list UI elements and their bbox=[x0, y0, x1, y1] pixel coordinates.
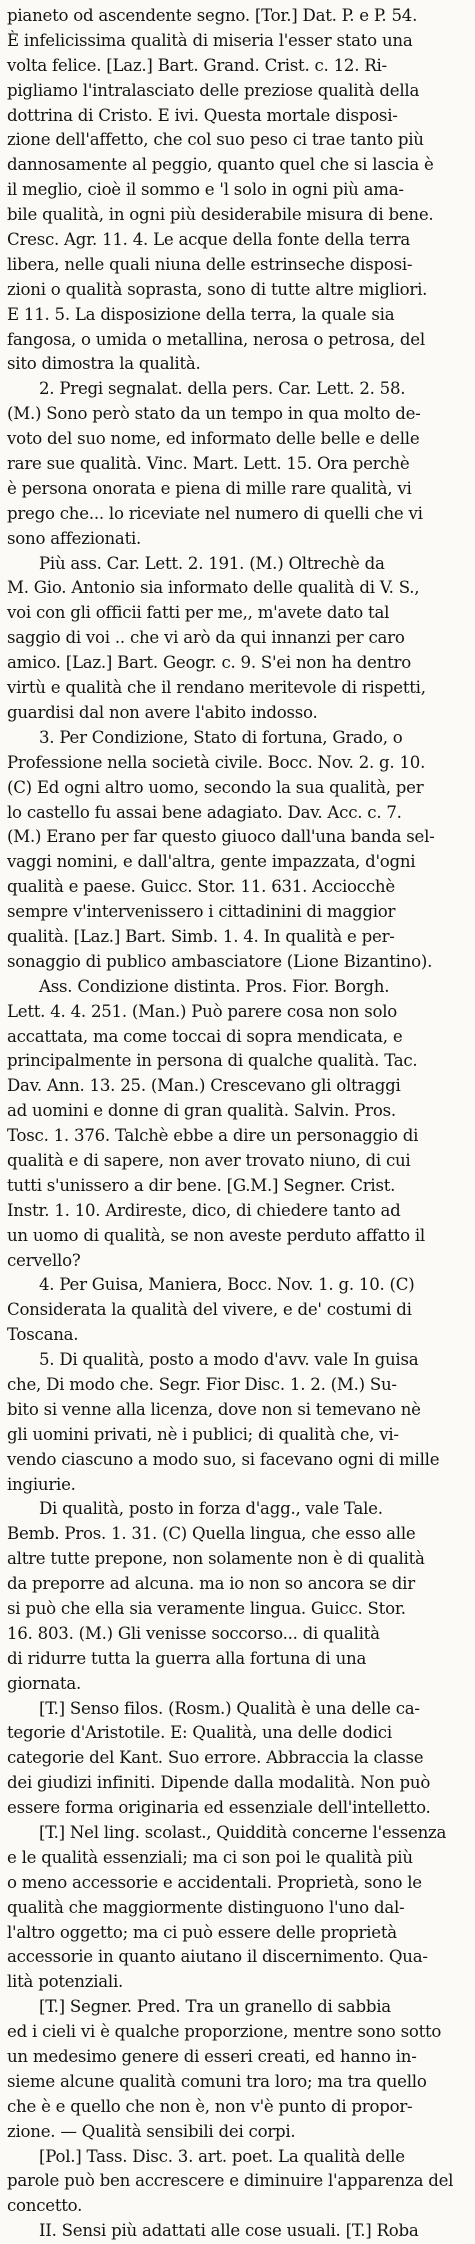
text-line: si può che ella sia veramente lingua. Guicc. Stor. bbox=[7, 1599, 406, 1618]
text-line: e le qualità essenziali; ma ci son poi le qualità più bbox=[7, 1847, 413, 1867]
text-line: qualità e di sapere, non aver trovato niuno, di cui bbox=[7, 1150, 411, 1170]
text-line: Dav. Ann. 13. 25. (Man.) Crescevano gli oltraggi bbox=[7, 1076, 401, 1096]
text-line: zione. — Qualità sensibili dei corpi. bbox=[7, 2121, 296, 2141]
text-line: giornata. bbox=[7, 1673, 82, 1693]
text-line: M. Gio. Antonio sia informato delle qualità di V. S., bbox=[7, 578, 420, 598]
text-line: ad uomini e donne di gran qualità. Salvin. Pros. bbox=[7, 1101, 396, 1121]
text-line: lo castello fu assai bene adagiato. Dav. Acc. c. 7. bbox=[7, 802, 402, 822]
text-line: che è e quello che non è, non v'è punto di propor- bbox=[7, 2096, 413, 2116]
text-line: saggio di voi .. che vi arò da qui innanzi per caro bbox=[7, 628, 405, 648]
text-line: altre tutte prepone, non solamente non è di qualità bbox=[7, 1549, 425, 1569]
text-line: tutti s'unissero a dir bene. [G.M.] Segner. Crist. bbox=[7, 1175, 396, 1195]
text-line: lità potenziali. bbox=[7, 1972, 124, 1992]
text-line: dei giudizi infiniti. Dipende dalla modalità. Non può bbox=[7, 1773, 431, 1793]
text-line: di ridurre tutta la guerra alla fortuna di una bbox=[7, 1648, 367, 1668]
text-line: tegorie d'Aristotile. E: Qualità, una delle dodici bbox=[7, 1723, 392, 1743]
text-line: (M.) Sono però stato da un tempo in qua molto de- bbox=[7, 404, 421, 424]
text-line: Professione nella società civile. Bocc. Nov. 2. g. 10. bbox=[7, 752, 426, 772]
text-line: l'altro oggetto; ma ci può essere delle proprietà bbox=[7, 1922, 397, 1942]
text-line: [T.] Senso filos. (Rosm.) Qualità è una delle ca- bbox=[39, 1698, 420, 1718]
text-line: accessorie in quanto aiutano il discernimento. Qua- bbox=[7, 1947, 428, 1967]
text-line: rare sue qualità. Vinc. Mart. Lett. 15. Ora perchè bbox=[7, 454, 410, 474]
text-line: o meno accessorie e accidentali. Proprietà, sono le bbox=[7, 1872, 422, 1892]
text-line: Ass. Condizione distinta. Pros. Fior. Borgh. bbox=[39, 976, 390, 996]
text-line: dottrina di Cristo. E ivi. Questa mortale disposi- bbox=[7, 105, 398, 125]
text-line: è persona onorata e piena di mille rare qualità, vi bbox=[7, 478, 412, 498]
text-line: Cresc. Agr. 11. 4. Le acque della fonte della terra bbox=[7, 230, 411, 250]
text-line: 4. Per Guisa, Maniera, Bocc. Nov. 1. g. 10. (C) bbox=[39, 1275, 415, 1295]
text-line: (C) Ed ogni altro uomo, secondo la sua qualità, per bbox=[7, 777, 424, 797]
text-line: sonaggio di publico ambasciatore (Lione Bizantino). bbox=[7, 951, 433, 971]
text-line: da preporre ad alcuna. ma io non so ancora se dir bbox=[7, 1574, 415, 1594]
text-line: Di qualità, posto in forza d'agg., vale Tale. bbox=[39, 1499, 383, 1519]
text-line: (M.) Erano per far questo giuoco dall'una banda sel- bbox=[7, 827, 435, 847]
text-line: vendo ciascuno a modo suo, si facevano ogni di mille bbox=[7, 1449, 440, 1469]
text-line: voi con gli officii fatti per me,, m'avete dato tal bbox=[7, 603, 390, 623]
text-line: virtù e qualità che il rendano meritevole di rispetti, bbox=[7, 678, 426, 698]
text-line: voto del suo nome, ed informato delle belle e delle bbox=[7, 429, 420, 449]
text-line: Più ass. Car. Lett. 2. 191. (M.) Oltrechè da bbox=[39, 553, 385, 573]
text-line: Considerata la qualità del vivere, e de' costumi di bbox=[7, 1300, 412, 1320]
text-line: ingiurie. bbox=[7, 1474, 76, 1494]
text-line: parole può ben accrescere e diminuire l'apparenza del bbox=[7, 2171, 454, 2191]
text-line: libera, nelle quali niuna delle estrinseche disposi- bbox=[7, 254, 413, 274]
text-line: qualità che maggiormente distinguono l'uno dal- bbox=[7, 1897, 405, 1917]
text-line: [T.] Segner. Pred. Tra un granello di sabbia bbox=[39, 1997, 391, 2017]
text-line: pianeto od ascendente segno. [Tor.] Dat. P. e P. 54. bbox=[7, 6, 418, 25]
text-line: un medesimo genere di esseri creati, ed hanno in- bbox=[7, 2047, 417, 2067]
text-line: qualità e paese. Guicc. Stor. 11. 631. Acciocchè bbox=[7, 877, 395, 897]
text-line: amico. [Laz.] Bart. Geogr. c. 9. S'ei non ha dentro bbox=[7, 653, 411, 673]
text-line: vaggi nomini, e dall'altra, gente impazzata, d'ogni bbox=[7, 852, 416, 872]
text-line: È infelicissima qualità di miseria l'esser stato una bbox=[7, 30, 413, 50]
text-line: prego che... lo riceviate nel numero di quelli che vi bbox=[7, 503, 423, 523]
text-line: bito si venne alla licenza, dove non si temevano nè bbox=[7, 1399, 421, 1419]
text-line: principalmente in persona di qualche qualità. Tac. bbox=[7, 1051, 418, 1071]
text-line: [Pol.] Tass. Disc. 3. art. poet. La qualità delle bbox=[39, 2146, 405, 2166]
text-line: fangosa, o umida o metallina, nerosa o petrosa, del bbox=[7, 329, 425, 349]
text-line: bile qualità, in ogni più desiderabile misura di bene. bbox=[7, 205, 434, 225]
text-line: 5. Di qualità, posto a modo d'avv. vale In guisa bbox=[39, 1350, 419, 1370]
text-line: il meglio, cioè il sommo e 'l solo in ogni più ama- bbox=[7, 180, 404, 200]
text-line: [T.] Nel ling. scolast., Quiddità concerne l'essenza bbox=[39, 1823, 447, 1843]
text-line: Lett. 4. 4. 251. (Man.) Può parere cosa non solo bbox=[7, 1001, 398, 1021]
text-line: categorie del Kant. Suo errore. Abbraccia la classe bbox=[7, 1748, 424, 1768]
text-line: guardisi dal non avere l'abito indosso. bbox=[7, 702, 318, 722]
text-line: qualità. [Laz.] Bart. Simb. 1. 4. In qualità e per- bbox=[7, 926, 395, 946]
text-line: cervello? bbox=[7, 1250, 81, 1270]
text-line: 2. Pregi segnalat. della pers. Car. Lett. 2. 58. bbox=[39, 379, 406, 399]
text-line: II. Sensi più adattati alle cose usuali. [T.] Roba bbox=[39, 2221, 419, 2241]
text-line: 16. 803. (M.) Gli venisse soccorso... di qualità bbox=[7, 1623, 380, 1643]
text-line: sieme alcune qualità comuni tra loro; ma tra quello bbox=[7, 2071, 427, 2091]
text-line: E 11. 5. La disposizione della terra, la quale sia bbox=[7, 304, 395, 324]
text-line: che, Di modo che. Segr. Fior Disc. 1. 2. (M.) Su- bbox=[7, 1374, 397, 1394]
text-line: Bemb. Pros. 1. 31. (C) Quella lingua, che esso alle bbox=[7, 1524, 416, 1544]
text-line: un uomo di qualità, se non aveste perduto affatto il bbox=[7, 1225, 425, 1245]
text-line: ed i cieli vi è qualche proporzione, mentre sono sotto bbox=[7, 2022, 442, 2042]
text-line: accattata, ma come toccai di sopra mendicata, e bbox=[7, 1026, 403, 1046]
text-line: Tosc. 1. 376. Talchè ebbe a dire un personaggio di bbox=[7, 1126, 419, 1146]
text-line: 3. Per Condizione, Stato di fortuna, Grado, o bbox=[39, 727, 403, 747]
text-line: gli uomini privati, nè i publici; di qualità che, vi- bbox=[7, 1424, 399, 1444]
text-line: concetto. bbox=[7, 2196, 83, 2216]
text-line: essere forma originaria ed essenziale dell'intelletto. bbox=[7, 1798, 431, 1818]
text-line: dannosamente al peggio, quanto quel che si lascia è bbox=[7, 155, 434, 175]
text-line: Instr. 1. 10. Ardireste, dico, di chiedere tanto ad bbox=[7, 1200, 401, 1220]
text-line: sono affezionati. bbox=[7, 528, 142, 548]
text-line: zione dell'affetto, che col suo peso ci trae tanto più bbox=[7, 130, 424, 150]
text-line: pigliamo l'intralasciato delle preziose qualità della bbox=[7, 80, 420, 100]
text-line: zioni o qualità soprasta, sono di tutte altre migliori. bbox=[7, 279, 428, 299]
text-line: sito dimostra la qualità. bbox=[7, 354, 201, 374]
text-line: sempre v'intervenissero i cittadinini di maggior bbox=[7, 902, 396, 922]
text-line: volta felice. [Laz.] Bart. Grand. Crist. c. 12. Ri- bbox=[7, 55, 387, 75]
text-line: Toscana. bbox=[7, 1325, 79, 1345]
